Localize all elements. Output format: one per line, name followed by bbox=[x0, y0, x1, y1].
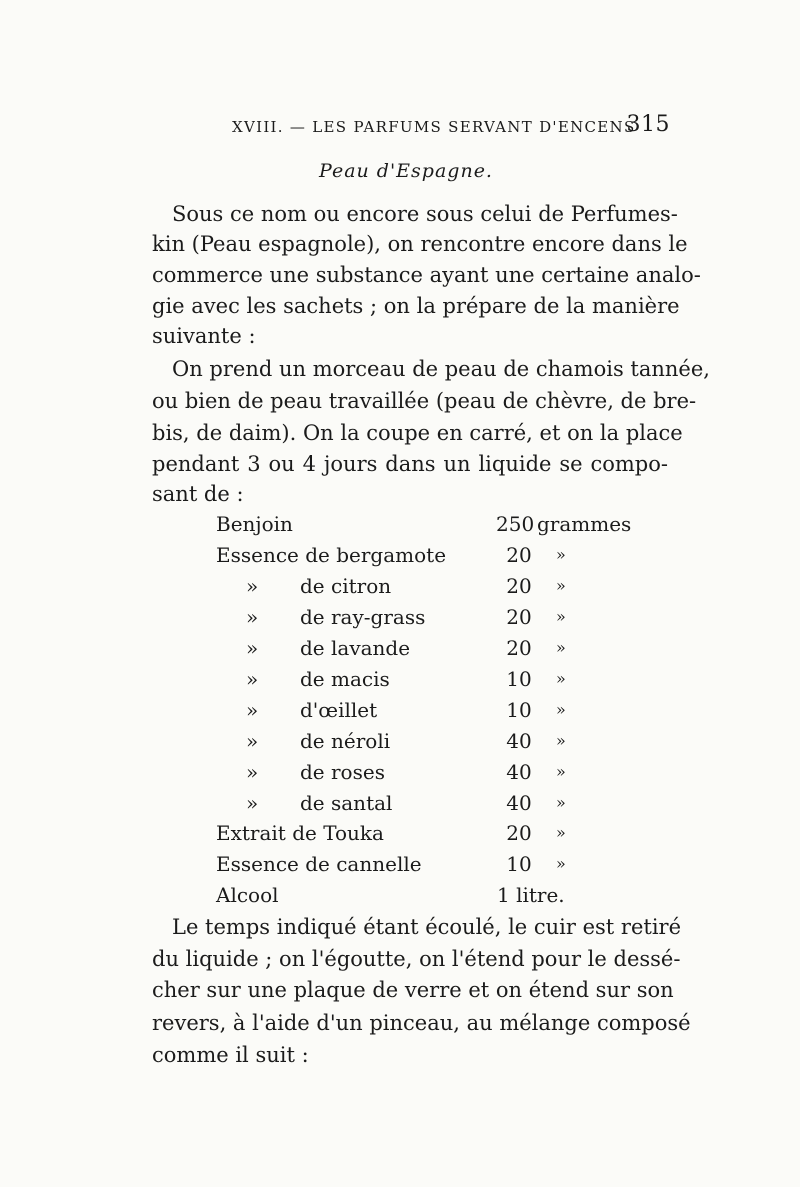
ingredient-quantity: 250 bbox=[496, 512, 535, 536]
recipe-row bbox=[0, 757, 800, 787]
ditto-mark: » bbox=[246, 574, 259, 598]
page-number: 315 bbox=[626, 112, 670, 137]
ingredient-unit: » bbox=[556, 700, 566, 719]
ingredient-name: de macis bbox=[300, 667, 390, 691]
ingredient-name: Benjoin bbox=[216, 512, 293, 536]
ingredient-quantity: 10 bbox=[506, 667, 532, 691]
ditto-mark: » bbox=[246, 729, 259, 753]
ingredient-quantity: 10 bbox=[506, 852, 532, 876]
ingredient-name: d'œillet bbox=[300, 698, 378, 722]
paragraph-1-line: kin (Peau espagnole), on rencontre encore dans le bbox=[152, 232, 688, 256]
ingredient-unit: » bbox=[556, 607, 566, 626]
ditto-mark: » bbox=[246, 760, 259, 784]
ingredient-quantity: 20 bbox=[506, 636, 532, 660]
ingredient-name: Essence de cannelle bbox=[216, 852, 422, 876]
ingredient-unit: » bbox=[556, 576, 566, 595]
ingredient-quantity: 40 bbox=[506, 729, 532, 753]
ingredient-name: de ray-grass bbox=[300, 605, 426, 629]
ingredient-unit: » bbox=[556, 638, 566, 657]
paragraph-2-line: pendant 3 ou 4 jours dans un liquide se compo- bbox=[152, 452, 668, 476]
ditto-mark: » bbox=[246, 605, 259, 629]
recipe-row bbox=[0, 602, 800, 632]
ingredient-quantity: 10 bbox=[506, 698, 532, 722]
ingredient-name: Alcool bbox=[216, 883, 279, 907]
ingredient-name: de lavande bbox=[300, 636, 411, 660]
ingredient-name: de néroli bbox=[300, 729, 391, 753]
ingredient-unit: » bbox=[556, 793, 566, 812]
ingredient-quantity: 20 bbox=[506, 821, 532, 845]
ingredient-name: de roses bbox=[300, 760, 385, 784]
running-head bbox=[232, 112, 670, 146]
paragraph-3-line: cher sur une plaque de verre et on étend sur son bbox=[152, 978, 674, 1002]
paragraph-3-line: revers, à l'aide d'un pinceau, au mélange composé bbox=[152, 1011, 691, 1035]
ingredient-quantity: 40 bbox=[506, 791, 532, 815]
ingredient-unit: » bbox=[556, 762, 566, 781]
section-title: Peau d'Espagne. bbox=[319, 160, 493, 182]
ditto-mark: » bbox=[246, 791, 259, 815]
paragraph-3-line: du liquide ; on l'égoutte, on l'étend pour le dessé- bbox=[152, 947, 681, 971]
ditto-mark: » bbox=[246, 667, 259, 691]
ingredient-name: Essence de bergamote bbox=[216, 543, 447, 567]
ditto-mark: » bbox=[246, 698, 259, 722]
paragraph-2-line: ou bien de peau travaillée (peau de chèvre, de bre- bbox=[152, 389, 697, 413]
recipe-row bbox=[0, 509, 800, 539]
recipe-row bbox=[0, 788, 800, 818]
recipe-row bbox=[0, 726, 800, 756]
ingredient-unit: » bbox=[556, 545, 566, 564]
recipe-row bbox=[0, 664, 800, 694]
ingredient-name: de santal bbox=[300, 791, 393, 815]
recipe-row bbox=[0, 571, 800, 601]
ingredient-unit: » bbox=[556, 823, 566, 842]
paragraph-1-line: gie avec les sachets ; on la prépare de la manière bbox=[152, 294, 680, 318]
paragraph-2-line: On prend un morceau de peau de chamois tannée, bbox=[172, 357, 710, 381]
ingredient-unit: » bbox=[556, 669, 566, 688]
paragraph-3-line: comme il suit : bbox=[152, 1043, 309, 1067]
ingredient-quantity: 20 bbox=[506, 543, 532, 567]
ingredient-unit: » bbox=[556, 854, 566, 873]
paragraph-2-line: sant de : bbox=[152, 482, 244, 506]
ingredient-quantity: 1 litre. bbox=[497, 883, 565, 907]
paragraph-3-line: Le temps indiqué étant écoulé, le cuir est retiré bbox=[172, 915, 682, 939]
paragraph-1-line: suivante : bbox=[152, 324, 256, 348]
ingredient-quantity: 40 bbox=[506, 760, 532, 784]
paragraph-2-line: bis, de daim). On la coupe en carré, et on la place bbox=[152, 421, 683, 445]
recipe-row bbox=[0, 540, 800, 570]
running-title: XVIII. — LES PARFUMS SERVANT D'ENCENS bbox=[232, 118, 636, 136]
ingredient-quantity: 20 bbox=[506, 605, 532, 629]
ingredient-name: de citron bbox=[300, 574, 392, 598]
ingredient-name: Extrait de Touka bbox=[216, 821, 384, 845]
paragraph-1-line: commerce une substance ayant une certaine analo- bbox=[152, 263, 701, 287]
ditto-mark: » bbox=[246, 636, 259, 660]
paragraph-1-line: Sous ce nom ou encore sous celui de Perfumes- bbox=[172, 202, 678, 226]
recipe-row bbox=[0, 880, 800, 910]
recipe-row bbox=[0, 633, 800, 663]
ingredient-quantity: 20 bbox=[506, 574, 532, 598]
recipe-row bbox=[0, 818, 800, 848]
ingredient-unit: » bbox=[556, 731, 566, 750]
recipe-row bbox=[0, 695, 800, 725]
recipe-row bbox=[0, 849, 800, 879]
ingredient-unit: grammes bbox=[537, 512, 632, 536]
